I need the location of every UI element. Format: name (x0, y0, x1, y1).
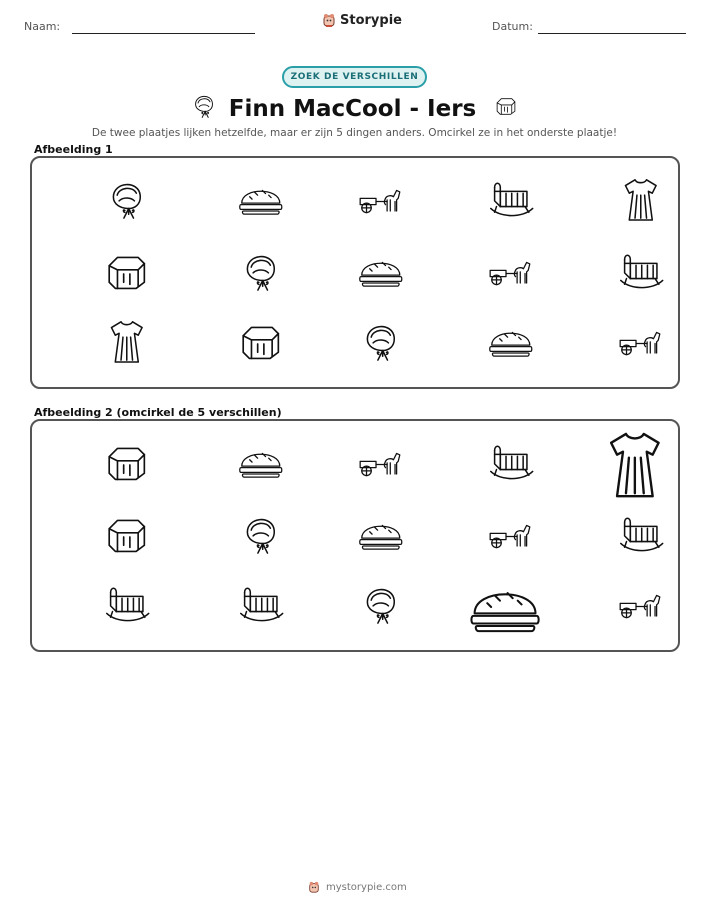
stone-icon[interactable] (98, 509, 156, 561)
bonnet-icon (191, 91, 217, 127)
page-title (0, 91, 709, 127)
stone-icon (494, 95, 518, 123)
bread-icon (232, 174, 290, 226)
horse-cart-icon[interactable] (612, 579, 670, 631)
dress-icon (612, 174, 670, 226)
storypie-mascot-icon (322, 12, 336, 28)
footer (308, 880, 407, 894)
horse-cart-icon (612, 316, 670, 368)
bonnet-icon (98, 174, 156, 226)
picture2-label: Afbeelding 2 (omcirkel de 5 verschillen) (34, 406, 282, 419)
stone-icon (232, 316, 290, 368)
bonnet-icon (352, 316, 410, 368)
cradle-icon[interactable] (612, 509, 670, 561)
storypie-mascot-icon (308, 880, 320, 894)
bonnet-icon[interactable] (232, 509, 290, 561)
brand-name: Storypie (340, 12, 402, 28)
stone-icon[interactable] (98, 437, 156, 489)
cradle-icon[interactable] (482, 437, 540, 489)
instructions: De twee plaatjes lijken hetzelfde, maar er zijn 5 dingen anders. Omcirkel ze in het onderste plaatje! (91, 127, 618, 139)
horse-cart-icon[interactable] (482, 509, 540, 561)
bread-icon (482, 316, 540, 368)
name-label: Naam: (24, 20, 61, 33)
cradle-icon[interactable] (232, 579, 290, 631)
activity-badge: ZOEK DE VERSCHILLEN (282, 66, 427, 88)
bread-icon[interactable] (352, 509, 410, 561)
cradle-icon (482, 174, 540, 226)
bonnet-icon[interactable] (352, 579, 410, 631)
date-label: Datum: (492, 20, 533, 33)
stone-icon (98, 246, 156, 298)
dress-icon[interactable] (590, 425, 680, 506)
picture1-panel (30, 156, 680, 389)
bread-icon (352, 246, 410, 298)
name-field[interactable] (72, 33, 255, 34)
bread-icon[interactable] (232, 437, 290, 489)
horse-cart-icon (352, 174, 410, 226)
brand-logo[interactable] (322, 12, 402, 28)
cradle-icon[interactable] (98, 579, 156, 631)
picture1-label: Afbeelding 1 (34, 143, 113, 156)
dress-icon (98, 316, 156, 368)
bread-icon[interactable] (459, 567, 552, 650)
date-field[interactable] (538, 33, 686, 34)
horse-cart-icon[interactable] (352, 437, 410, 489)
cradle-icon (612, 246, 670, 298)
title-text: Finn MacCool - Iers (228, 96, 477, 122)
footer-url[interactable]: mystorypie.com (326, 881, 407, 893)
picture2-panel[interactable] (30, 419, 680, 652)
bonnet-icon (232, 246, 290, 298)
horse-cart-icon (482, 246, 540, 298)
